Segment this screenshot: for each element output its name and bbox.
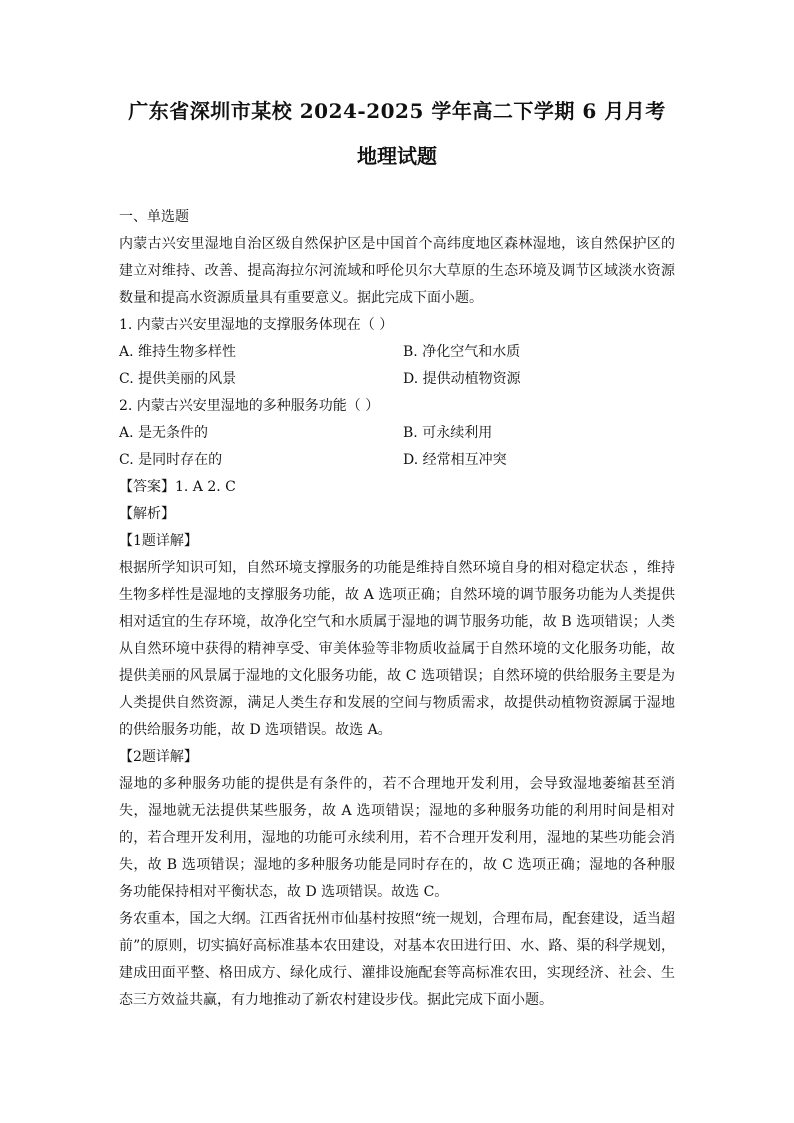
question-1-option-c: C. 提供美丽的风景 (119, 371, 237, 387)
detail-1-label: 【1题详解】 (119, 533, 198, 549)
answer-line: 【答案】1. A 2. C (119, 479, 236, 495)
question-2-option-c: C. 是同时存在的 (119, 452, 223, 468)
question-2-stem: 2. 内蒙古兴安里湿地的多种服务功能（ ） (119, 398, 380, 414)
question-1-options-row-2 (119, 366, 675, 393)
question-1-option-a: A. 维持生物多样性 (119, 344, 237, 360)
detail-2-text: 湿地的多种服务功能的提供是有条件的，若不合理地开发利用，会导致湿地萎缩甚至消失，湿地就无法提供某些服务，故 A 选项错误；湿地的多种服务功能的利用时间是相对的，若合理开发利用，湿地的功能可永续利用，若不合理开发利用，湿地的某些功能会消失，故 B 选项错误；湿地的多种服务功能是同时存在的，故 C 选项正确；湿地的各种服务功能保持相对平衡状态，故 D 选项错误。故选 C。 (119, 776, 675, 900)
passage-1: 内蒙古兴安里湿地自治区级自然保护区是中国首个高纬度地区森林湿地，该自然保护区的建立对维持、改善、提高海拉尔河流域和呼伦贝尔大草原的生态环境及调节区域淡水资源数量和提高水资源质量具有重要意义。据此完成下面小题。 (119, 236, 675, 306)
question-1-stem: 1. 内蒙古兴安里湿地的支撑服务体现在（ ） (119, 317, 394, 333)
passage-2: 务农重本，国之大纲。江西省抚州市仙基村按照“统一规划，合理布局，配套建设，适当超前”的原则，切实搞好高标准基本农田建设，对基本农田进行田、水、路、渠的科学规划，建成田面平整、格田成方、绿化成行、灌排设施配套等高标准农田，实现经济、社会、生态三方效益共赢，有力地推动了新农村建设步伐。据此完成下面小题。 (119, 911, 675, 1008)
section-heading: 一、单选题 (119, 209, 189, 225)
document-body (119, 204, 675, 1014)
analysis-label: 【解析】 (119, 506, 175, 522)
question-2-option-d: D. 经常相互冲突 (403, 452, 507, 468)
question-2-options-row-2 (119, 447, 675, 474)
question-2-option-a: A. 是无条件的 (119, 425, 209, 441)
detail-1-text: 根据所学知识可知，自然环境支撑服务的功能是维持自然环境自身的相对稳定状态 ，维持生物多样性是湿地的支撑服务功能，故 A 选项正确；自然环境的调节服务功能为人类提供相对适宜的生存环境，故净化空气和水质属于湿地的调节服务功能，故 B 选项错误；人类从自然环境中获得的精神享受、审美体验等非物质收益属于自然环境的文化服务功能，故提供美丽的风景属于湿地的文化服务功能，故 C 选项错误；自然环境的供给服务主要是为人类提供自然资源，满足人类生存和发展的空间与物质需求，故提供动植物资源属于湿地的供给服务功能，故 D 选项错误。故选 A。 (119, 560, 675, 738)
document-title: 广东省深圳市某校 2024-2025 学年高二下学期 6 月月考 (128, 99, 666, 123)
question-2-options-row-1 (119, 420, 675, 447)
detail-2-label: 【2题详解】 (119, 749, 198, 765)
question-1-option-b: B. 净化空气和水质 (403, 344, 521, 360)
document-subtitle: 地理试题 (357, 144, 437, 168)
question-2-option-b: B. 可永续利用 (403, 425, 493, 441)
question-1-options-row-1 (119, 339, 675, 366)
question-1-option-d: D. 提供动植物资源 (403, 371, 521, 387)
